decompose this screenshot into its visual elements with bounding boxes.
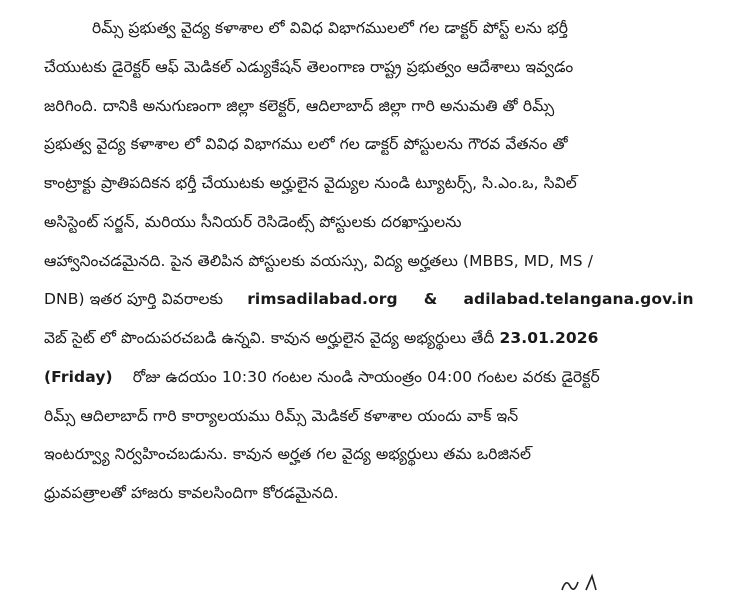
line-10-text: రోజు ఉదయం 10:30 గంటల నుండి సాయంత్రం 04:00 గంటల వరకు డైరెక్టర్ (132, 368, 600, 386)
paragraph-line-11: రిమ్స్ ఆదిలాబాద్ గారి కార్యాలయము రిమ్స్ మెడికల్ కళాశాల యందు వాక్ ఇన్ (44, 407, 519, 425)
line-9-text: వెబ్ సైట్ లో పొందుపరచబడి ఉన్నవి. కావున అర్హులైన వైద్య అభ్యర్థులు తేదీ (44, 329, 495, 347)
paragraph-line-3: జరిగింది. దానికి అనుగుణంగా జిల్లా కలెక్టర్, ఆదిలాబాద్ జిల్లా గారి అనుమతి తో రిమ్స్ (44, 97, 555, 115)
website-link-rims[interactable]: rimsadilabad.org (247, 290, 398, 308)
paragraph-line-2: చేయుటకు డైరెక్టర్ ఆఫ్ మెడికల్ ఎడ్యుకేషన్ తెలంగాణ రాష్ట్ర ప్రభుత్వం ఆదేశాలు ఇవ్వడం (44, 58, 574, 76)
interview-date: 23.01.2026 (499, 329, 599, 347)
interview-day: (Friday) (44, 368, 113, 386)
website-link-district[interactable]: adilabad.telangana.gov.in (463, 290, 694, 308)
line-8-text: DNB) ఇతర పూర్తి వివరాలకు (44, 290, 224, 308)
paragraph-line-5: కాంట్రాక్టు ప్రాతిపదికన భర్తీ చేయుటకు అర్హులైన వైద్యుల నుండి ట్యూటర్స్, సి.ఎం.ఒ, సివిల్ (44, 174, 577, 192)
paragraph-line-4: ప్రభుత్వ వైద్య కళాశాల లో వివిధ విభాగము లలో గల డాక్టర్ పోస్టులను గౌరవ వేతనం తో (44, 135, 568, 153)
paragraph-line-9 (44, 328, 599, 348)
paragraph-line-7: ఆహ్వానించడమైనది. పైన తెలిపిన పోస్టులకు వయస్సు, విద్య అర్హతలు (MBBS, MD, MS / (44, 252, 594, 270)
paragraph-line-8 (44, 289, 694, 309)
paragraph-line-12: ఇంటర్వ్యూ నిర్వహించబడును. కావున అర్హత గల వైద్య అభ్యర్థులు తమ ఒరిజినల్ (44, 445, 532, 463)
paragraph-line-13: ధ్రువపత్రాలతో హాజరు కావలసిందిగా కోరడమైనది. (44, 484, 339, 502)
signature-mark (560, 572, 620, 591)
paragraph-line-1: రిమ్స్ ప్రభుత్వ వైద్య కళాశాల లో వివిధ విభాగములలో గల డాక్టర్ పోస్ట్ లను భర్తీ (92, 19, 569, 37)
ampersand: & (423, 290, 438, 308)
paragraph-line-6: అసిస్టెంట్ సర్జన్, మరియు సీనియర్ రెసిడెంట్స్ పోస్టులకు దరఖాస్తులను (44, 213, 462, 231)
paragraph-line-10 (44, 367, 600, 387)
